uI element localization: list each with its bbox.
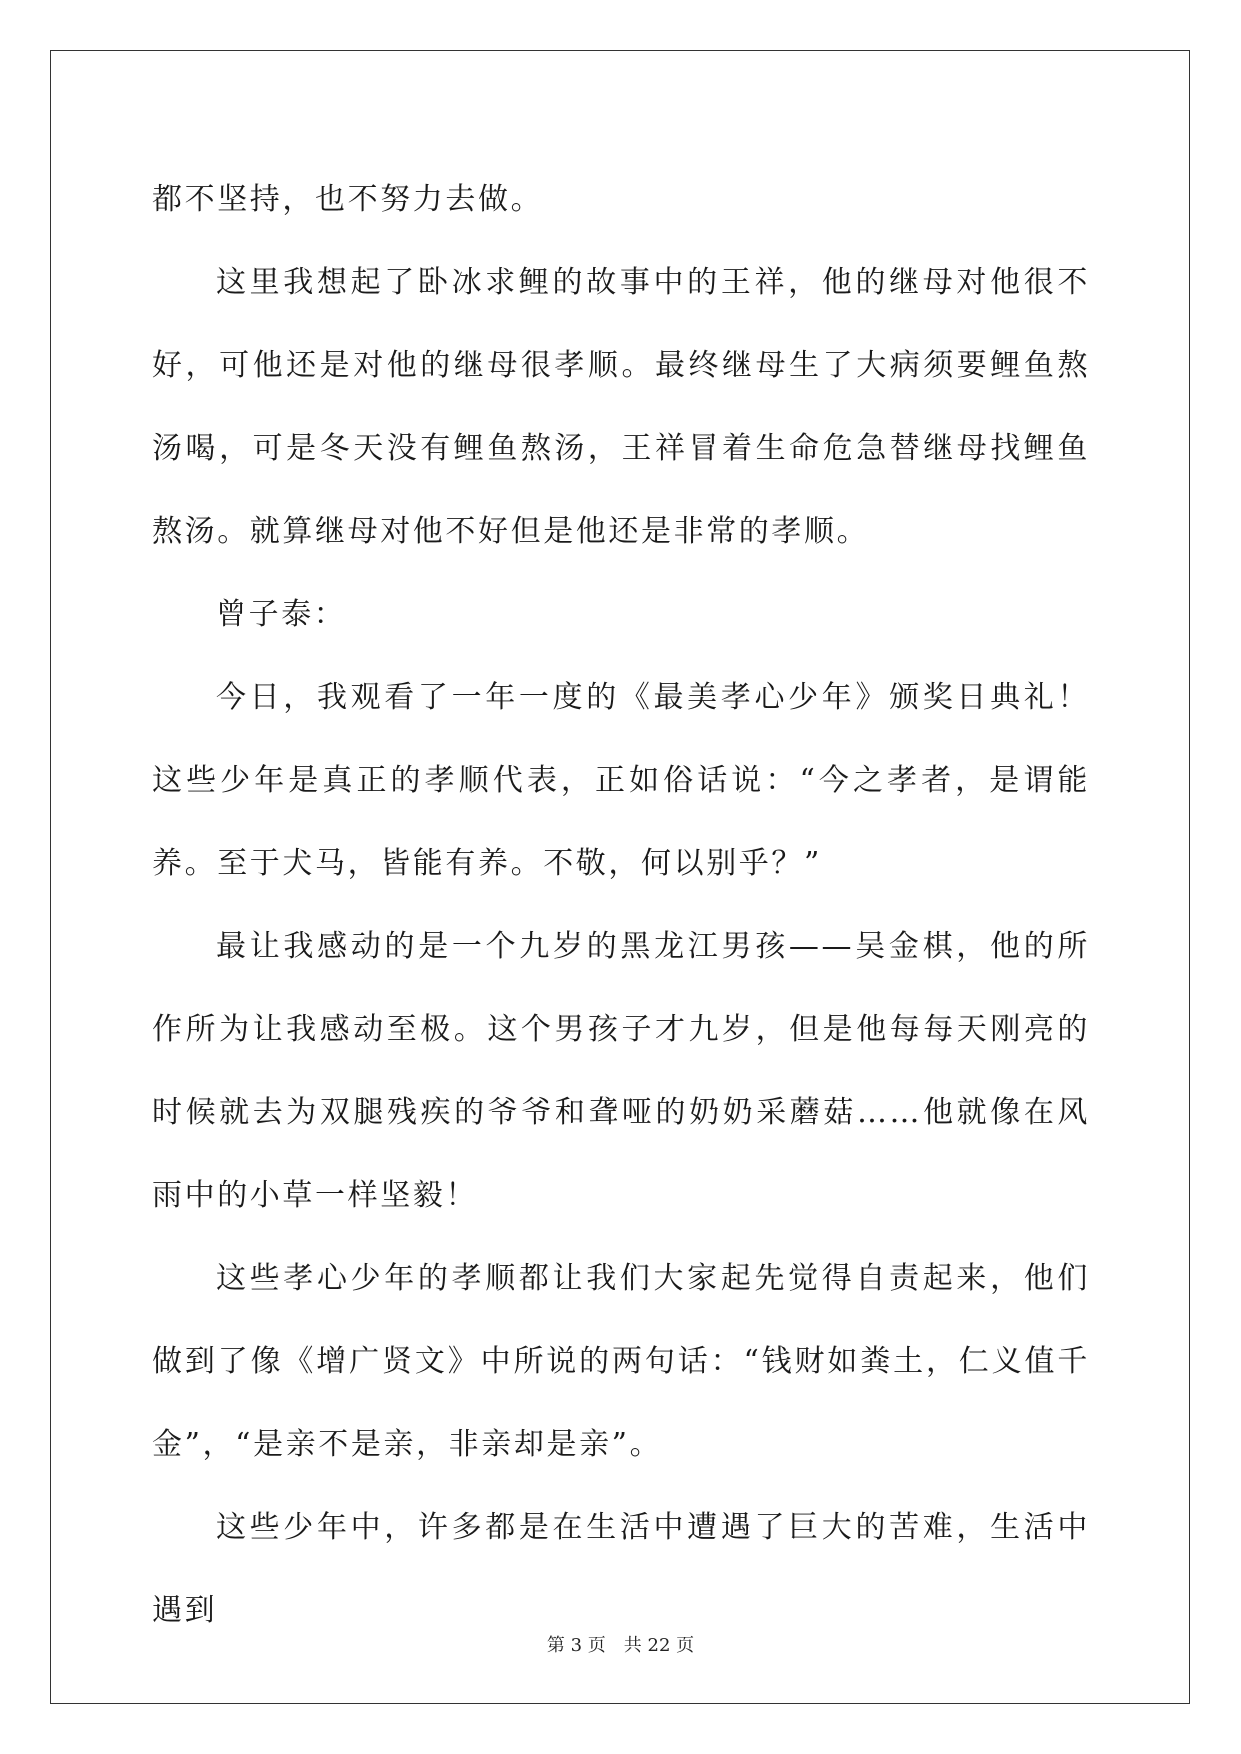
paragraph-2: 这里我想起了卧冰求鲤的故事中的王祥，他的继母对他很不好，可他还是对他的继母很孝顺。最终继母生了大病须要鲤鱼熬汤喝，可是冬天没有鲤鱼熬汤，王祥冒着生命危急替继母找鲤鱼熬汤。就算继母对他不好但是他还是非常的孝顺。 <box>152 265 1090 549</box>
paragraph-4: 今日，我观看了一年一度的《最美孝心少年》颁奖日典礼！这些少年是真正的孝顺代表，正如俗话说：“今之孝者，是谓能养。至于犬马，皆能有养。不敬，何以别乎？” <box>152 680 1090 881</box>
document-body <box>152 158 1090 1652</box>
paragraph-1: 都不坚持，也不努力去做。 <box>152 182 544 217</box>
paragraph-6: 这些孝心少年的孝顺都让我们大家起先觉得自责起来，他们做到了像《增广贤文》中所说的两句话：“钱财如粪土，仁义值千金”，“是亲不是亲，非亲却是亲”。 <box>152 1261 1090 1462</box>
paragraph-3: 曾子泰： <box>216 597 347 632</box>
paragraph-7: 这些少年中，许多都是在生活中遭遇了巨大的苦难，生活中遇到 <box>152 1510 1090 1628</box>
paragraph-5: 最让我感动的是一个九岁的黑龙江男孩——吴金棋，他的所作所为让我感动至极。这个男孩子才九岁，但是他每每天刚亮的时候就去为双腿残疾的爷爷和聋哑的奶奶采蘑菇……他就像在风雨中的小草一样坚毅！ <box>152 929 1090 1213</box>
page-number-footer: 第 3 页 共 22 页 <box>546 1635 695 1656</box>
